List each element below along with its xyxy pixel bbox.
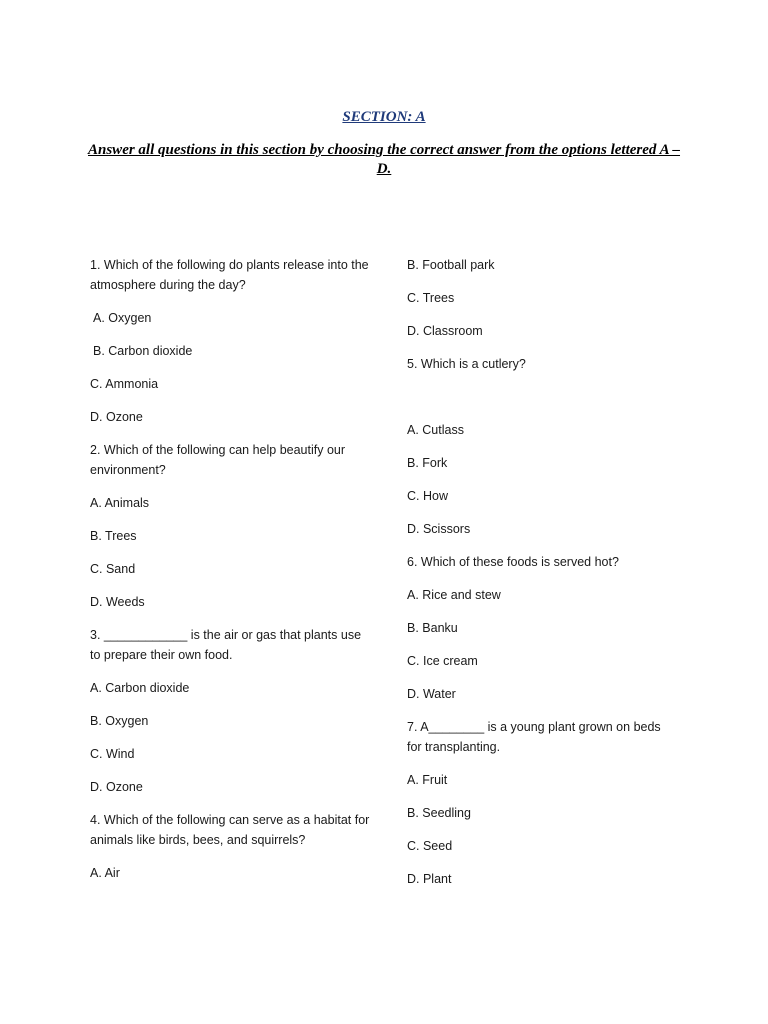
q4-option-d: D. Classroom — [407, 324, 483, 338]
q5-option-a: A. Cutlass — [407, 423, 464, 437]
question-3: 3. ____________ is the air or gas that plants use to prepare their own food. — [90, 628, 362, 662]
question-5: 5. Which is a cutlery? — [407, 357, 526, 371]
q5-option-c: C. How — [407, 489, 448, 503]
section-title: SECTION: A — [342, 109, 426, 125]
left-column — [90, 255, 370, 896]
question-7: 7. A________ is a young plant grown on beds for transplanting. — [407, 720, 661, 754]
q3-option-c: C. Wind — [90, 747, 135, 761]
q3-option-a: A. Carbon dioxide — [90, 681, 190, 695]
q7-option-d: D. Plant — [407, 872, 452, 886]
question-1: 1. Which of the following do plants release into the atmosphere during the day? — [90, 258, 369, 292]
question-4: 4. Which of the following can serve as a habitat for animals like birds, bees, and squirrels? — [90, 813, 370, 847]
q1-option-c: C. Ammonia — [90, 377, 159, 391]
blank-line — [407, 387, 672, 420]
q6-option-b: B. Banku — [407, 621, 458, 635]
q7-option-c: C. Seed — [407, 839, 453, 853]
question-2: 2. Which of the following can help beautify our environment? — [90, 443, 346, 477]
q1-option-a: A. Oxygen — [93, 311, 152, 325]
q7-option-a: A. Fruit — [407, 773, 448, 787]
question-6: 6. Which of these foods is served hot? — [407, 555, 619, 569]
q3-option-d: D. Ozone — [90, 780, 143, 794]
q2-option-b: B. Trees — [90, 529, 137, 543]
q4-option-a: A. Air — [90, 866, 120, 880]
q4-option-b: B. Football park — [407, 258, 495, 272]
q2-option-d: D. Weeds — [90, 595, 145, 609]
q2-option-a: A. Animals — [90, 496, 150, 510]
q6-option-a: A. Rice and stew — [407, 588, 501, 602]
q5-option-d: D. Scissors — [407, 522, 471, 536]
q7-option-b: B. Seedling — [407, 806, 471, 820]
q2-option-c: C. Sand — [90, 562, 136, 576]
q3-option-b: B. Oxygen — [90, 714, 149, 728]
q4-option-c: C. Trees — [407, 291, 455, 305]
q1-option-d: D. Ozone — [90, 410, 143, 424]
q6-option-c: C. Ice cream — [407, 654, 478, 668]
instructions: Answer all questions in this section by choosing the correct answer from the options lettered A – D. — [88, 142, 681, 177]
right-column — [407, 255, 672, 902]
q1-option-b: B. Carbon dioxide — [93, 344, 193, 358]
q5-option-b: B. Fork — [407, 456, 448, 470]
q6-option-d: D. Water — [407, 687, 456, 701]
